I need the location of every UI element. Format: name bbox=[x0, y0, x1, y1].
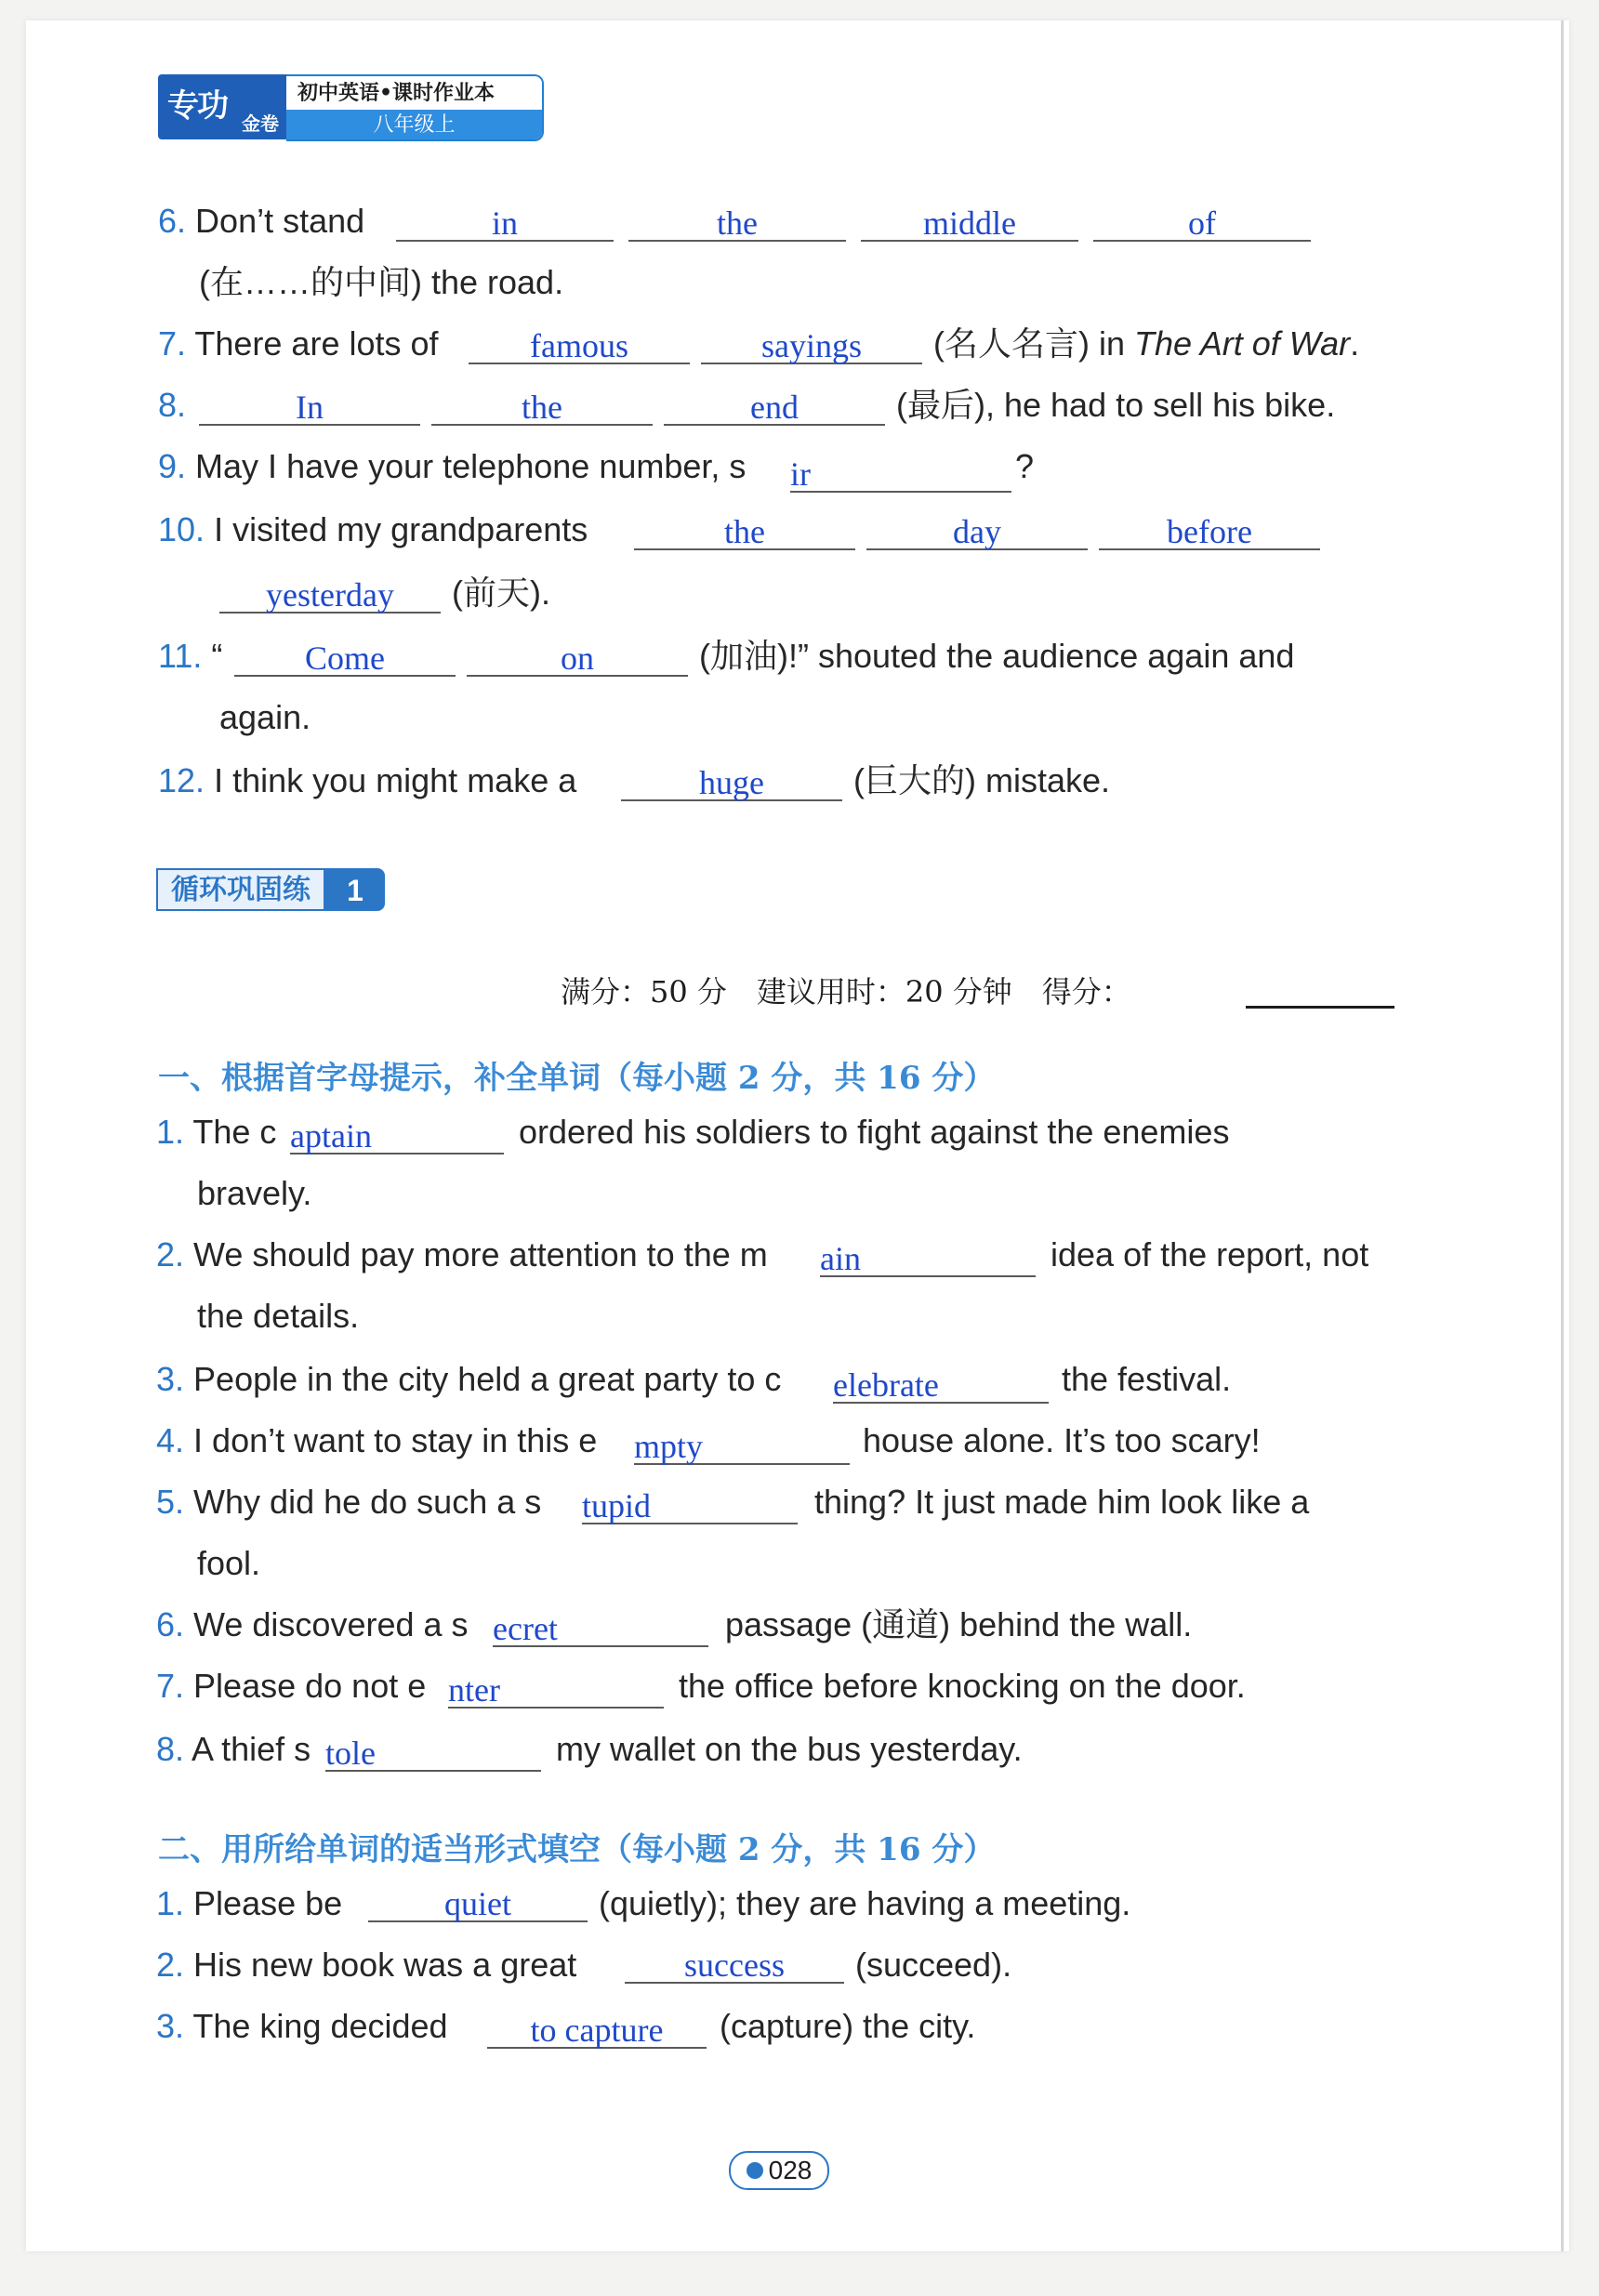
item-text: I don’t want to stay in this e bbox=[193, 1421, 598, 1459]
item-text-after: (quietly); they are having a meeting. bbox=[599, 1884, 1131, 1922]
answer-blank[interactable]: nter bbox=[448, 1673, 664, 1709]
section-title: 循环巩固练 bbox=[156, 868, 325, 911]
item-text: We discovered a s bbox=[193, 1605, 469, 1643]
answer-blank[interactable]: the bbox=[431, 390, 653, 426]
item-text: His new book was a great bbox=[193, 1946, 577, 1984]
answer-blank[interactable]: aptain bbox=[290, 1119, 504, 1155]
logo-sub-text: 金卷 bbox=[242, 112, 279, 135]
answer-blank[interactable]: before bbox=[1099, 515, 1320, 550]
score-blank[interactable] bbox=[1246, 1006, 1394, 1009]
book-header bbox=[158, 74, 544, 141]
item-text-after: (巨大的) mistake. bbox=[853, 761, 1111, 799]
answer-blank[interactable]: success bbox=[625, 1948, 844, 1984]
workbook-page bbox=[26, 20, 1569, 2251]
score-line: 满分：50 分 建议用时：20 分钟 得分： bbox=[561, 974, 1131, 1009]
part1-item-1 bbox=[156, 1115, 276, 1149]
logo-script-text: 专功 bbox=[167, 87, 227, 125]
answer-blank[interactable]: sayings bbox=[701, 329, 922, 364]
publisher-logo bbox=[158, 74, 286, 139]
item-number: 3. bbox=[156, 1360, 185, 1398]
section-number: 1 bbox=[325, 868, 385, 911]
item-text: People in the city held a great party to c bbox=[193, 1360, 782, 1398]
answer-blank[interactable]: in bbox=[396, 206, 614, 242]
item-number: 1. bbox=[156, 1884, 185, 1922]
part1-title: 一、根据首字母提示，补全单词（每小题 2 分，共 16 分） bbox=[158, 1060, 996, 1097]
page-edge bbox=[1561, 20, 1564, 2251]
answer-blank[interactable]: ir bbox=[790, 457, 1011, 493]
item-text: Don’t stand bbox=[195, 202, 365, 240]
item-text-after: (最后), he had to sell his bike. bbox=[896, 386, 1336, 424]
part1-item-6 bbox=[156, 1605, 469, 1643]
answer-blank[interactable]: end bbox=[664, 390, 885, 426]
item-continuation: bravely. bbox=[197, 1174, 312, 1212]
part1-item-3 bbox=[156, 1360, 782, 1398]
part2-item-2 bbox=[156, 1948, 576, 1982]
item-number: 1. bbox=[156, 1113, 185, 1151]
item-number: 2. bbox=[156, 1235, 185, 1273]
item-continuation: (在……的中间) the road. bbox=[199, 263, 564, 301]
top-item-8 bbox=[158, 386, 187, 424]
answer-blank[interactable]: Come bbox=[234, 641, 456, 677]
part1-item-7 bbox=[156, 1669, 426, 1703]
item-number: 9. bbox=[158, 447, 187, 485]
item-text: May I have your telephone number, s bbox=[195, 447, 747, 485]
top-item-7 bbox=[158, 324, 439, 363]
answer-blank[interactable]: the bbox=[628, 206, 846, 242]
item-number: 6. bbox=[158, 202, 187, 240]
item-text: I visited my grandparents bbox=[214, 510, 588, 548]
top-item-11 bbox=[158, 637, 223, 675]
answer-blank[interactable]: yesterday bbox=[219, 578, 441, 614]
section-badge bbox=[156, 868, 385, 911]
item-number: 3. bbox=[156, 2007, 185, 2045]
part2-title: 二、用所给单词的适当形式填空（每小题 2 分，共 16 分） bbox=[158, 1831, 996, 1868]
part1-item-8 bbox=[156, 1730, 311, 1768]
book-title: 初中英语•课时作业本 bbox=[286, 76, 542, 110]
item-text-after bbox=[933, 324, 1360, 363]
item-text-after: (加油)!” shouted the audience again and bbox=[699, 637, 1295, 675]
item-number: 4. bbox=[156, 1421, 185, 1459]
item-number: 7. bbox=[158, 324, 187, 363]
item-text: There are lots of bbox=[194, 324, 439, 363]
answer-blank[interactable]: on bbox=[467, 641, 688, 677]
item-text-after: idea of the report, not bbox=[1051, 1235, 1369, 1273]
answer-blank[interactable]: day bbox=[866, 515, 1088, 550]
top-item-9 bbox=[158, 447, 747, 485]
item-text: The c bbox=[192, 1113, 277, 1151]
book-title-italic: The Art of War bbox=[1134, 324, 1351, 363]
item-text-after: house alone. It’s too scary! bbox=[863, 1421, 1261, 1459]
item-text-after: (succeed). bbox=[855, 1946, 1012, 1984]
answer-blank[interactable]: of bbox=[1093, 206, 1311, 242]
answer-blank[interactable]: elebrate bbox=[833, 1368, 1049, 1404]
answer-blank[interactable]: huge bbox=[621, 766, 842, 801]
answer-blank[interactable]: to capture bbox=[487, 2013, 707, 2049]
item-text-after: the office before knocking on the door. bbox=[679, 1667, 1246, 1705]
item-continuation: the details. bbox=[197, 1297, 360, 1335]
item-text-after: my wallet on the bus yesterday. bbox=[556, 1730, 1023, 1768]
answer-blank[interactable]: famous bbox=[469, 329, 690, 364]
item-number: 5. bbox=[156, 1483, 185, 1521]
item-number: 2. bbox=[156, 1946, 185, 1984]
part1-item-4 bbox=[156, 1421, 598, 1459]
answer-blank[interactable]: tupid bbox=[582, 1489, 798, 1524]
part2-item-3 bbox=[156, 2007, 448, 2045]
item-text: The king decided bbox=[192, 2007, 448, 2045]
bullet-dot-icon bbox=[747, 2162, 763, 2179]
answer-blank[interactable]: tole bbox=[325, 1736, 541, 1772]
answer-blank[interactable]: ecret bbox=[493, 1612, 708, 1647]
item-text-after: the festival. bbox=[1062, 1360, 1232, 1398]
item-text: Please do not e bbox=[193, 1667, 427, 1705]
item-continuation: again. bbox=[219, 698, 311, 736]
part1-item-5 bbox=[156, 1485, 541, 1519]
item-continuation: (前天). bbox=[452, 574, 550, 612]
part1-item-2 bbox=[156, 1235, 768, 1273]
top-item-10 bbox=[158, 510, 588, 548]
page-number-badge bbox=[729, 2151, 829, 2190]
item-text: “ bbox=[211, 637, 223, 675]
item-number: 12. bbox=[158, 761, 205, 799]
item-continuation: fool. bbox=[197, 1544, 261, 1582]
answer-blank[interactable]: ain bbox=[820, 1242, 1036, 1277]
book-label bbox=[286, 74, 544, 141]
item-text-after: thing? It just made him look like a bbox=[814, 1483, 1310, 1521]
answer-blank[interactable]: the bbox=[634, 515, 855, 550]
answer-blank[interactable]: mpty bbox=[634, 1430, 850, 1465]
top-item-6 bbox=[158, 202, 365, 240]
item-number: 8. bbox=[156, 1730, 185, 1768]
item-text-after: ? bbox=[1015, 447, 1035, 485]
item-number: 6. bbox=[156, 1605, 185, 1643]
item-text-after: (capture) the city. bbox=[720, 2007, 976, 2045]
item-text: Please be bbox=[193, 1884, 343, 1922]
page-number: 028 bbox=[768, 2156, 813, 2184]
item-number: 10. bbox=[158, 510, 205, 548]
book-grade: 八年级上 bbox=[286, 110, 542, 139]
item-text: We should pay more attention to the m bbox=[193, 1235, 768, 1273]
item-text: A thief s bbox=[192, 1730, 311, 1768]
item-text-after: ordered his soldiers to fight against the enemies bbox=[519, 1113, 1230, 1151]
item-number: 7. bbox=[156, 1667, 185, 1705]
part2-item-1 bbox=[156, 1884, 343, 1922]
item-text: Why did he do such a s bbox=[193, 1483, 542, 1521]
answer-blank[interactable]: middle bbox=[861, 206, 1078, 242]
answer-blank[interactable]: In bbox=[199, 390, 420, 426]
item-number: 11. bbox=[158, 637, 203, 675]
item-text: I think you might make a bbox=[214, 761, 577, 799]
item-text: . bbox=[1350, 324, 1360, 363]
item-text: (名人名言) in bbox=[933, 324, 1125, 363]
item-text-after: passage (通道) behind the wall. bbox=[725, 1605, 1193, 1643]
answer-blank[interactable]: quiet bbox=[368, 1887, 588, 1922]
item-number: 8. bbox=[158, 386, 187, 424]
top-item-12 bbox=[158, 761, 577, 799]
